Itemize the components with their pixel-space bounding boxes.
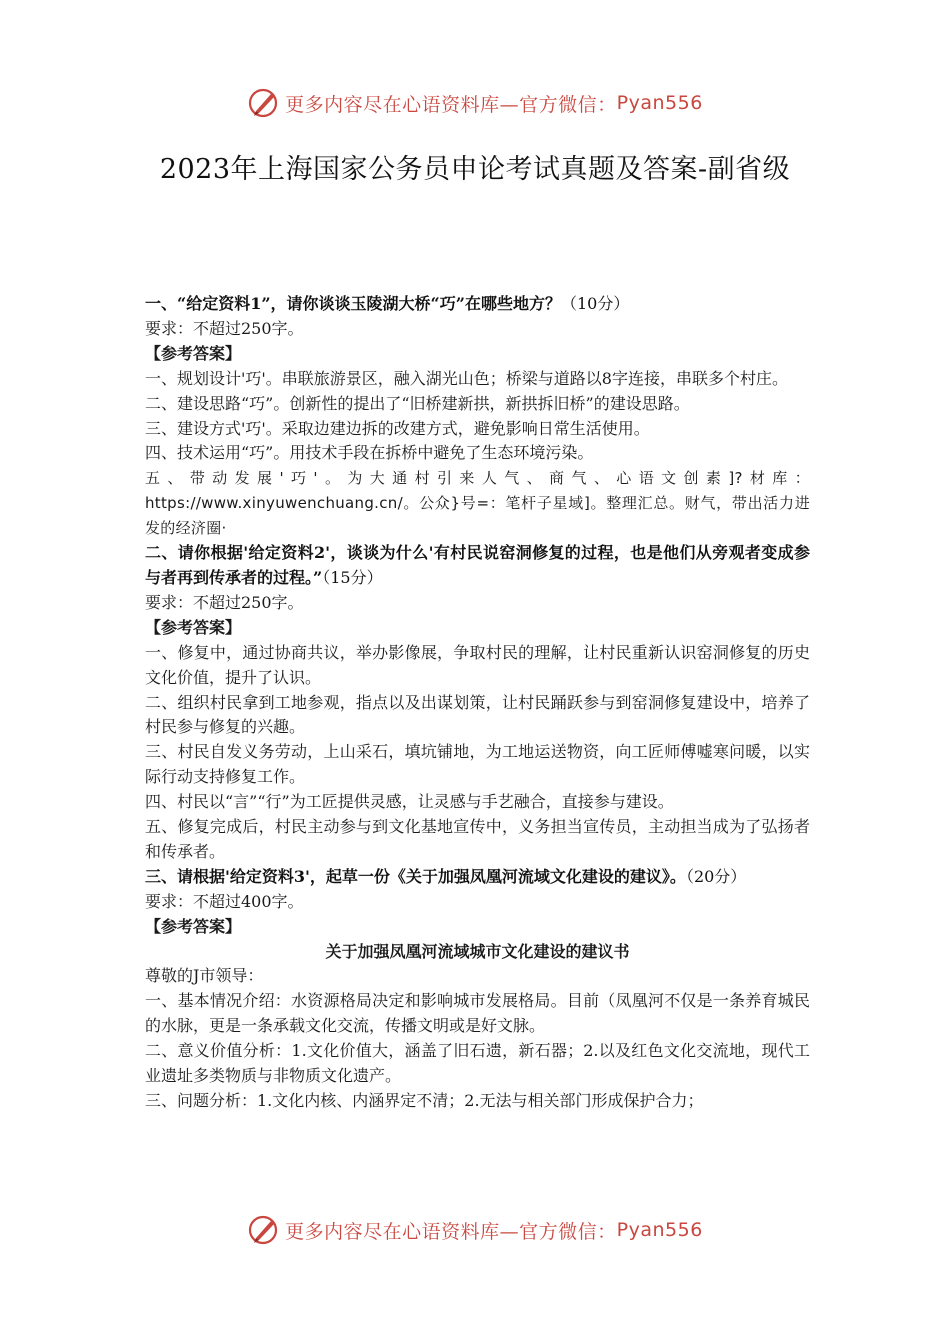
q1-answer-item: 五、带动发展'巧'。为大通村引来人气、商气、心语文创素]?材库：https://www.xinyuwenchuang.cn/。公众}号=：笔杆子星域]。整理汇总。财气，带出活力进发的经济圈· bbox=[145, 469, 810, 538]
question-3-answer-label: 【参考答案】 bbox=[145, 916, 242, 936]
header-banner bbox=[0, 83, 950, 123]
q1-answer-item: 三、建设方式'巧'。采取边建边拆的改建方式，避免影响日常生活使用。 bbox=[145, 418, 650, 438]
q2-answer-item: 四、村民以“言”“行”为工匠提供灵感，让灵感与手艺融合，直接参与建设。 bbox=[145, 792, 674, 812]
question-3-points: （20分） bbox=[685, 866, 747, 886]
document-title: 2023年上海国家公务员申论考试真题及答案-副省级 bbox=[159, 154, 791, 185]
document-body bbox=[145, 292, 810, 1114]
q2-answer-item: 一、修复中，通过协商共议，举办影像展，争取村民的理解，让村民重新认识窑洞修复的历史文化价值，提升了认识。 bbox=[145, 642, 810, 687]
question-1-requirement: 要求：不超过250字。 bbox=[145, 318, 304, 338]
question-2-answer-label: 【参考答案】 bbox=[145, 617, 242, 637]
banner-wechat-id: Pyan556 bbox=[616, 1219, 703, 1241]
question-1-points: （10分） bbox=[560, 294, 630, 313]
question-2-requirement: 要求：不超过250字。 bbox=[145, 592, 304, 612]
question-3-requirement: 要求：不超过400字。 bbox=[145, 891, 304, 911]
q1-answer-item: 一、规划设计'巧'。串联旅游景区，融入湖光山色；桥梁与道路以8字连接，串联多个村庄。 bbox=[145, 368, 788, 388]
question-2-points: （15分） bbox=[322, 567, 383, 587]
footer-banner bbox=[0, 1210, 950, 1250]
question-2-text: 二、请你根据'给定资料2'，谈谈为什么'有村民说窑洞修复的过程，也是他们从旁观者变成参与者再到传承者的过程。” bbox=[145, 543, 810, 587]
question-3 bbox=[145, 865, 810, 890]
q1-answer-item: 四、技术运用“巧”。用技术手段在拆桥中避免了生态环境污染。 bbox=[145, 443, 594, 463]
banner-text: 更多内容尽在心语资料库—官方微信： bbox=[285, 93, 617, 116]
q2-answer-item: 二、组织村民拿到工地参观，指点以及出谋划策，让村民踊跃参与到窑洞修复建设中，培养了村民参与修复的兴趣。 bbox=[145, 692, 810, 737]
pen-logo-icon bbox=[247, 1213, 281, 1247]
q3-answer-item: 一、基本情况介绍：水资源格局决定和影响城市发展格局。目前（凤凰河不仅是一条养育城民的水脉，更是一条承载文化交流，传播文明或是好文脉。 bbox=[145, 991, 810, 1036]
question-1 bbox=[145, 292, 810, 317]
proposal-salutation: 尊敬的J市领导： bbox=[145, 966, 264, 986]
q2-answer-item: 五、修复完成后，村民主动参与到文化基地宣传中，义务担当宣传员，主动担当成为了弘扬者和传承者。 bbox=[145, 817, 810, 861]
question-1-answer-label: 【参考答案】 bbox=[145, 343, 242, 363]
pen-logo-icon bbox=[247, 86, 281, 120]
proposal-title: 关于加强凤凰河流域城市文化建设的建议书 bbox=[325, 941, 630, 961]
banner-wechat-id: Pyan556 bbox=[616, 92, 703, 114]
q3-answer-item: 三、问题分析：1.文化内核、内涵界定不清；2.无法与相关部门形成保护合力； bbox=[145, 1091, 704, 1110]
q3-answer-item: 二、意义价值分析：1.文化价值大，涵盖了旧石遗，新石器；2.以及红色文化交流地，现代工业遗址多类物质与非物质文化遗产。 bbox=[145, 1041, 810, 1086]
q2-answer-item: 三、村民自发义务劳动，上山采石，填坑铺地，为工地运送物资，向工匠师傅嘘寒问暖，以实际行动支持修复工作。 bbox=[145, 742, 810, 787]
question-2 bbox=[145, 541, 810, 591]
question-1-text: 一、“给定资料1”，请你谈谈玉陵湖大桥“巧”在哪些地方？ bbox=[145, 294, 561, 313]
question-3-text: 三、请根据'给定资料3'，起草一份《关于加强凤凰河流域文化建设的建议》。 bbox=[145, 866, 686, 886]
banner-text: 更多内容尽在心语资料库—官方微信： bbox=[285, 1220, 617, 1243]
q1-answer-item: 二、建设思路“巧”。创新性的提出了“旧桥建新拱，新拱拆旧桥”的建设思路。 bbox=[145, 393, 690, 413]
